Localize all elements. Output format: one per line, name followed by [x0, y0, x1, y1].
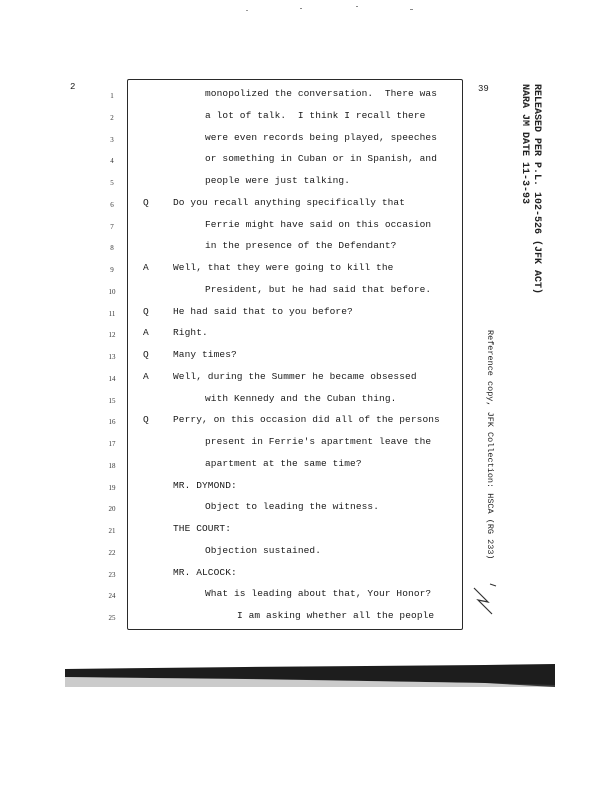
transcript-line: Perry, on this occasion did all of the persons [173, 414, 440, 426]
line-number: 22 [108, 548, 116, 557]
line-number: 15 [108, 396, 116, 405]
speaker-marker: Q [143, 414, 149, 426]
line-number: 2 [110, 113, 114, 122]
line-number: 21 [108, 527, 116, 535]
reference-note: Reference copy, JFK Collection: HSCA (RG 233) [485, 330, 495, 560]
speaker-marker: Q [143, 305, 149, 317]
line-number: 16 [108, 418, 116, 427]
handwritten-mark [470, 580, 500, 625]
release-stamp-line-1: RELEASED PER P.L. 102-526 (JFK ACT) [531, 84, 542, 295]
transcript-line: Object to leading the witness. [205, 501, 380, 513]
release-stamp [518, 84, 542, 294]
transcript-line: Do you recall anything specifically that [173, 196, 406, 208]
line-number: 18 [108, 461, 116, 470]
line-number: 5 [110, 179, 114, 187]
line-number: 24 [108, 592, 116, 601]
transcript-line: Objection sustained. [205, 544, 322, 556]
transcript-line: a lot of talk. I think I recall there [205, 109, 426, 121]
speaker-marker: A [143, 262, 149, 273]
line-number: 8 [110, 244, 114, 253]
line-number: 7 [110, 222, 114, 231]
line-number: 20 [108, 505, 116, 514]
transcript-line: apartment at the same time? [205, 457, 362, 469]
line-number: 19 [108, 483, 116, 492]
page-number: 39 [478, 84, 489, 94]
speaker-marker: A [143, 370, 149, 382]
transcript-line: or something in Cuban or in Spanish, and [205, 153, 438, 165]
speaker-marker: Q [143, 196, 149, 208]
transcript-line: THE COURT: [173, 523, 232, 534]
speaker-marker: Q [143, 349, 149, 360]
transcript-line: Many times? [173, 349, 237, 360]
scan-edge-shadow [65, 655, 555, 687]
transcript-line: I am asking whether all the people [237, 610, 435, 621]
line-number: 1 [110, 92, 114, 100]
transcript-line: with Kennedy and the Cuban thing. [205, 392, 397, 404]
line-number: 11 [108, 309, 116, 318]
transcript-line: MR. DYMOND: [173, 479, 237, 491]
transcript-line: Well, that they were going to kill the [173, 262, 394, 273]
transcript-line: What is leading about that, Your Honor? [205, 588, 432, 600]
transcript-line: people were just talking. [205, 175, 351, 186]
line-number: 13 [108, 353, 116, 361]
speaker-marker: A [143, 327, 149, 339]
line-number: 6 [110, 200, 114, 209]
line-number: 14 [108, 374, 116, 383]
line-number: 17 [108, 440, 116, 448]
transcript-line: Right. [173, 327, 208, 339]
transcript-line: He had said that to you before? [173, 305, 353, 317]
transcript-line: Ferrie might have said on this occasion [205, 218, 432, 230]
transcript-line: present in Ferrie's apartment leave the [205, 436, 432, 447]
transcript-line: in the presence of the Defendant? [205, 240, 397, 252]
transcript-line: were even records being played, speeches [205, 131, 438, 143]
line-number: 10 [108, 287, 116, 296]
transcript-line: monopolized the conversation. There was [205, 88, 438, 99]
release-stamp-line-2: NARA JM DATE 11-3-93 [519, 84, 530, 205]
line-number: 9 [110, 266, 114, 274]
line-number: 25 [108, 614, 116, 622]
line-number: 23 [108, 570, 116, 579]
page-marker: 2 [70, 82, 76, 92]
line-number: 4 [110, 157, 114, 166]
transcript-line: Well, during the Summer he became obsessed [173, 370, 417, 382]
transcript-line: President, but he had said that before. [205, 283, 432, 295]
line-number: 3 [110, 135, 114, 144]
line-number: 12 [108, 331, 116, 340]
transcript-line: MR. ALCOCK: [173, 566, 237, 578]
